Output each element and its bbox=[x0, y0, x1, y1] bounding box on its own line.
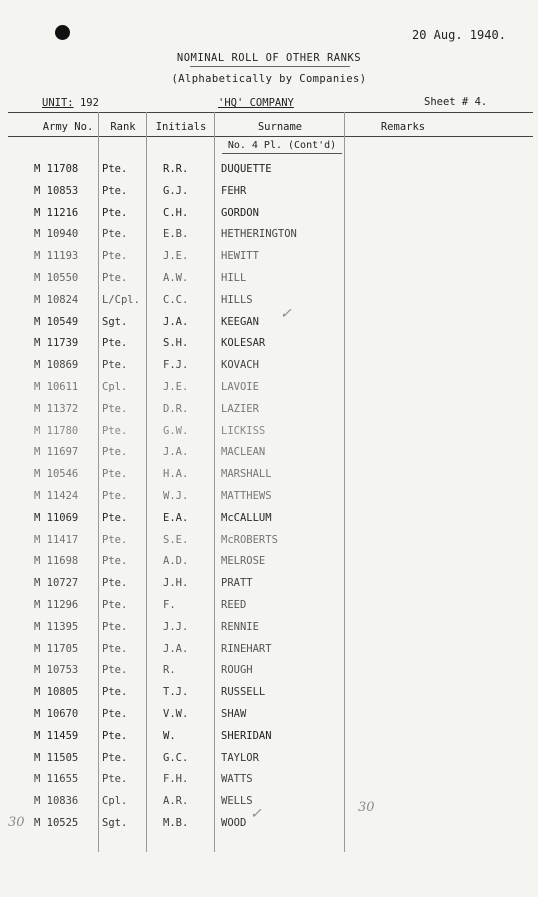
pencil-count: 30 bbox=[358, 800, 375, 815]
army-number-cell: M 11698 bbox=[34, 555, 79, 568]
surname-cell: ROUGH bbox=[221, 664, 253, 677]
rank-cell: Pte. bbox=[102, 577, 128, 590]
surname-cell: DUQUETTE bbox=[221, 163, 272, 175]
army-number-cell: M 10546 bbox=[34, 468, 79, 481]
unit-info bbox=[42, 97, 99, 109]
surname-cell: TAYLOR bbox=[221, 751, 259, 764]
surname-cell: SHAW bbox=[221, 708, 247, 720]
army-number-cell: M 11780 bbox=[34, 424, 79, 437]
table-row bbox=[0, 180, 538, 202]
table-row bbox=[0, 768, 538, 790]
initials-cell: R. bbox=[163, 664, 176, 677]
initials-cell: R.R. bbox=[163, 163, 189, 175]
army-number-cell: M 10611 bbox=[34, 381, 79, 393]
rank-cell: Pte. bbox=[102, 642, 128, 655]
initials-cell: J.A. bbox=[163, 642, 189, 655]
table-row bbox=[0, 790, 538, 812]
army-number-cell: M 11739 bbox=[34, 337, 79, 350]
rank-cell: Pte. bbox=[102, 773, 128, 786]
army-number-cell: M 11459 bbox=[34, 729, 79, 742]
table-row bbox=[0, 616, 538, 638]
rank-cell: Pte. bbox=[102, 533, 128, 546]
table-row bbox=[0, 747, 538, 769]
initials-cell: T.J. bbox=[163, 686, 189, 699]
title-underline bbox=[190, 66, 350, 67]
rank-cell: Pte. bbox=[102, 599, 128, 611]
unit-label: UNIT: bbox=[42, 97, 74, 109]
punch-hole bbox=[55, 25, 70, 40]
surname-cell: RENNIE bbox=[221, 620, 259, 633]
surname-cell: PRATT bbox=[221, 577, 253, 590]
rank-cell: Pte. bbox=[102, 511, 128, 524]
initials-cell: M.B. bbox=[163, 817, 189, 829]
rank-cell: Pte. bbox=[102, 446, 128, 459]
army-number-cell: M 11424 bbox=[34, 490, 79, 502]
initials-cell: C.H. bbox=[163, 206, 189, 219]
table-row bbox=[0, 659, 538, 681]
tick-mark: ✓ bbox=[280, 306, 292, 322]
army-number-cell: M 11417 bbox=[34, 533, 79, 546]
army-number-cell: M 10549 bbox=[34, 315, 79, 328]
surname-cell: LAVOIE bbox=[221, 381, 259, 393]
army-number-cell: M 10805 bbox=[34, 686, 79, 699]
initials-cell: F.J. bbox=[163, 359, 189, 372]
initials-cell: G.J. bbox=[163, 184, 189, 197]
platoon-heading: No. 4 Pl. (Cont'd) bbox=[222, 139, 342, 154]
surname-cell: MACLEAN bbox=[221, 446, 266, 459]
rank-cell: Pte. bbox=[102, 163, 128, 175]
table-row bbox=[0, 311, 538, 333]
table-row bbox=[0, 245, 538, 267]
army-number-cell: M 10869 bbox=[34, 359, 79, 372]
table-row bbox=[0, 420, 538, 442]
rank-cell: Pte. bbox=[102, 424, 128, 437]
column-header-army-no: Army No. bbox=[42, 121, 94, 133]
rank-cell: Pte. bbox=[102, 686, 128, 699]
rank-cell: Pte. bbox=[102, 402, 128, 415]
rank-cell: Cpl. bbox=[102, 795, 128, 808]
rank-cell: Pte. bbox=[102, 206, 128, 219]
table-row bbox=[0, 725, 538, 747]
surname-cell: MELROSE bbox=[221, 555, 266, 568]
table-row bbox=[0, 463, 538, 485]
table-header-rule bbox=[8, 136, 533, 137]
table-row bbox=[0, 812, 538, 834]
initials-cell: J.E. bbox=[163, 250, 189, 263]
initials-cell: W.J. bbox=[163, 490, 189, 502]
army-number-cell: M 11705 bbox=[34, 642, 79, 655]
table-row bbox=[0, 158, 538, 180]
army-number-cell: M 11655 bbox=[34, 773, 79, 786]
rank-cell: Sgt. bbox=[102, 817, 128, 829]
surname-cell: HILLS bbox=[221, 293, 253, 306]
surname-cell: KOVACH bbox=[221, 359, 259, 372]
table-row bbox=[0, 223, 538, 245]
table-row bbox=[0, 376, 538, 398]
initials-cell: A.R. bbox=[163, 795, 189, 808]
initials-cell: C.C. bbox=[163, 293, 189, 306]
army-number-cell: M 11697 bbox=[34, 446, 79, 459]
surname-cell: LAZIER bbox=[221, 402, 259, 415]
surname-cell: WOOD bbox=[221, 817, 247, 829]
surname-cell: FEHR bbox=[221, 184, 247, 197]
rank-cell: Pte. bbox=[102, 664, 128, 677]
initials-cell: G.C. bbox=[163, 751, 189, 764]
rank-cell: Pte. bbox=[102, 228, 128, 241]
rank-cell: L/Cpl. bbox=[102, 293, 140, 306]
army-number-cell: M 11216 bbox=[34, 206, 79, 219]
surname-cell: GORDON bbox=[221, 206, 259, 219]
table-row bbox=[0, 267, 538, 289]
army-number-cell: M 10940 bbox=[34, 228, 79, 241]
rank-cell: Sgt. bbox=[102, 315, 128, 328]
surname-cell: WELLS bbox=[221, 795, 253, 808]
table-top-rule bbox=[8, 112, 533, 113]
army-number-cell: M 11193 bbox=[34, 250, 79, 263]
initials-cell: S.E. bbox=[163, 533, 189, 546]
rank-cell: Pte. bbox=[102, 729, 128, 742]
table-row bbox=[0, 703, 538, 725]
surname-cell: RUSSELL bbox=[221, 686, 266, 699]
rank-cell: Pte. bbox=[102, 359, 128, 372]
table-row bbox=[0, 572, 538, 594]
army-number-cell: M 11395 bbox=[34, 620, 79, 633]
rank-cell: Pte. bbox=[102, 250, 128, 263]
initials-cell: E.B. bbox=[163, 228, 189, 241]
table-row bbox=[0, 441, 538, 463]
initials-cell: H.A. bbox=[163, 468, 189, 481]
column-header-remarks: Remarks bbox=[380, 121, 426, 133]
surname-cell: RINEHART bbox=[221, 642, 272, 655]
initials-cell: J.H. bbox=[163, 577, 189, 590]
surname-cell: REED bbox=[221, 599, 247, 611]
initials-cell: E.A. bbox=[163, 511, 189, 524]
initials-cell: D.R. bbox=[163, 402, 189, 415]
table-row bbox=[0, 529, 538, 551]
pencil-count: 30 bbox=[8, 815, 25, 830]
document-subtitle: (Alphabetically by Companies) bbox=[171, 73, 367, 85]
rank-cell: Pte. bbox=[102, 555, 128, 568]
army-number-cell: M 11372 bbox=[34, 402, 79, 415]
table-row bbox=[0, 507, 538, 529]
army-number-cell: M 10727 bbox=[34, 577, 79, 590]
table-row bbox=[0, 332, 538, 354]
company-name: 'HQ' COMPANY bbox=[218, 97, 294, 109]
surname-cell: HEWITT bbox=[221, 250, 259, 263]
initials-cell: W. bbox=[163, 729, 176, 742]
army-number-cell: M 10836 bbox=[34, 795, 79, 808]
surname-cell: LICKISS bbox=[221, 424, 266, 437]
army-number-cell: M 11505 bbox=[34, 751, 79, 764]
initials-cell: G.W. bbox=[163, 424, 189, 437]
army-number-cell: M 10824 bbox=[34, 293, 79, 306]
initials-cell: A.D. bbox=[163, 555, 189, 568]
initials-cell: J.E. bbox=[163, 381, 189, 393]
rank-cell: Pte. bbox=[102, 490, 128, 502]
initials-cell: J.A. bbox=[163, 446, 189, 459]
table-row bbox=[0, 354, 538, 376]
surname-cell: SHERIDAN bbox=[221, 729, 272, 742]
table-row bbox=[0, 485, 538, 507]
initials-cell: A.W. bbox=[163, 272, 189, 284]
rank-cell: Pte. bbox=[102, 272, 128, 284]
table-row bbox=[0, 202, 538, 224]
tick-mark: ✓ bbox=[250, 806, 262, 822]
surname-cell: KEEGAN bbox=[221, 315, 259, 328]
army-number-cell: M 11296 bbox=[34, 599, 79, 611]
surname-cell: WATTS bbox=[221, 773, 253, 786]
army-number-cell: M 10753 bbox=[34, 664, 79, 677]
document-title: NOMINAL ROLL OF OTHER RANKS bbox=[176, 52, 362, 64]
rank-cell: Pte. bbox=[102, 468, 128, 481]
table-row bbox=[0, 550, 538, 572]
surname-cell: HILL bbox=[221, 272, 247, 284]
initials-cell: F. bbox=[163, 599, 176, 611]
rank-cell: Pte. bbox=[102, 708, 128, 720]
army-number-cell: M 11069 bbox=[34, 511, 79, 524]
column-header-rank: Rank bbox=[110, 121, 136, 133]
column-header-surname: Surname bbox=[257, 121, 303, 133]
table-row bbox=[0, 681, 538, 703]
surname-cell: MATTHEWS bbox=[221, 490, 272, 502]
table-row bbox=[0, 289, 538, 311]
army-number-cell: M 10670 bbox=[34, 708, 79, 720]
document-date: 20 Aug. 1940. bbox=[412, 28, 506, 42]
army-number-cell: M 11708 bbox=[34, 163, 79, 175]
initials-cell: S.H. bbox=[163, 337, 189, 350]
rank-cell: Pte. bbox=[102, 620, 128, 633]
surname-cell: McCALLUM bbox=[221, 511, 272, 524]
surname-cell: McROBERTS bbox=[221, 533, 278, 546]
rank-cell: Pte. bbox=[102, 751, 128, 764]
rank-cell: Cpl. bbox=[102, 381, 128, 393]
sheet-number: Sheet # 4. bbox=[424, 96, 488, 108]
initials-cell: F.H. bbox=[163, 773, 189, 786]
initials-cell: V.W. bbox=[163, 708, 189, 720]
surname-cell: HETHERINGTON bbox=[221, 228, 297, 241]
initials-cell: J.A. bbox=[163, 315, 189, 328]
initials-cell: J.J. bbox=[163, 620, 189, 633]
army-number-cell: M 10550 bbox=[34, 272, 79, 284]
army-number-cell: M 10853 bbox=[34, 184, 79, 197]
army-number-cell: M 10525 bbox=[34, 817, 79, 829]
table-row bbox=[0, 594, 538, 616]
table-row bbox=[0, 638, 538, 660]
column-header-initials: Initials bbox=[155, 121, 207, 133]
surname-cell: MARSHALL bbox=[221, 468, 272, 481]
rank-cell: Pte. bbox=[102, 184, 128, 197]
table-row bbox=[0, 398, 538, 420]
surname-cell: KOLESAR bbox=[221, 337, 266, 350]
unit-value: 192 bbox=[79, 97, 99, 109]
rank-cell: Pte. bbox=[102, 337, 128, 350]
